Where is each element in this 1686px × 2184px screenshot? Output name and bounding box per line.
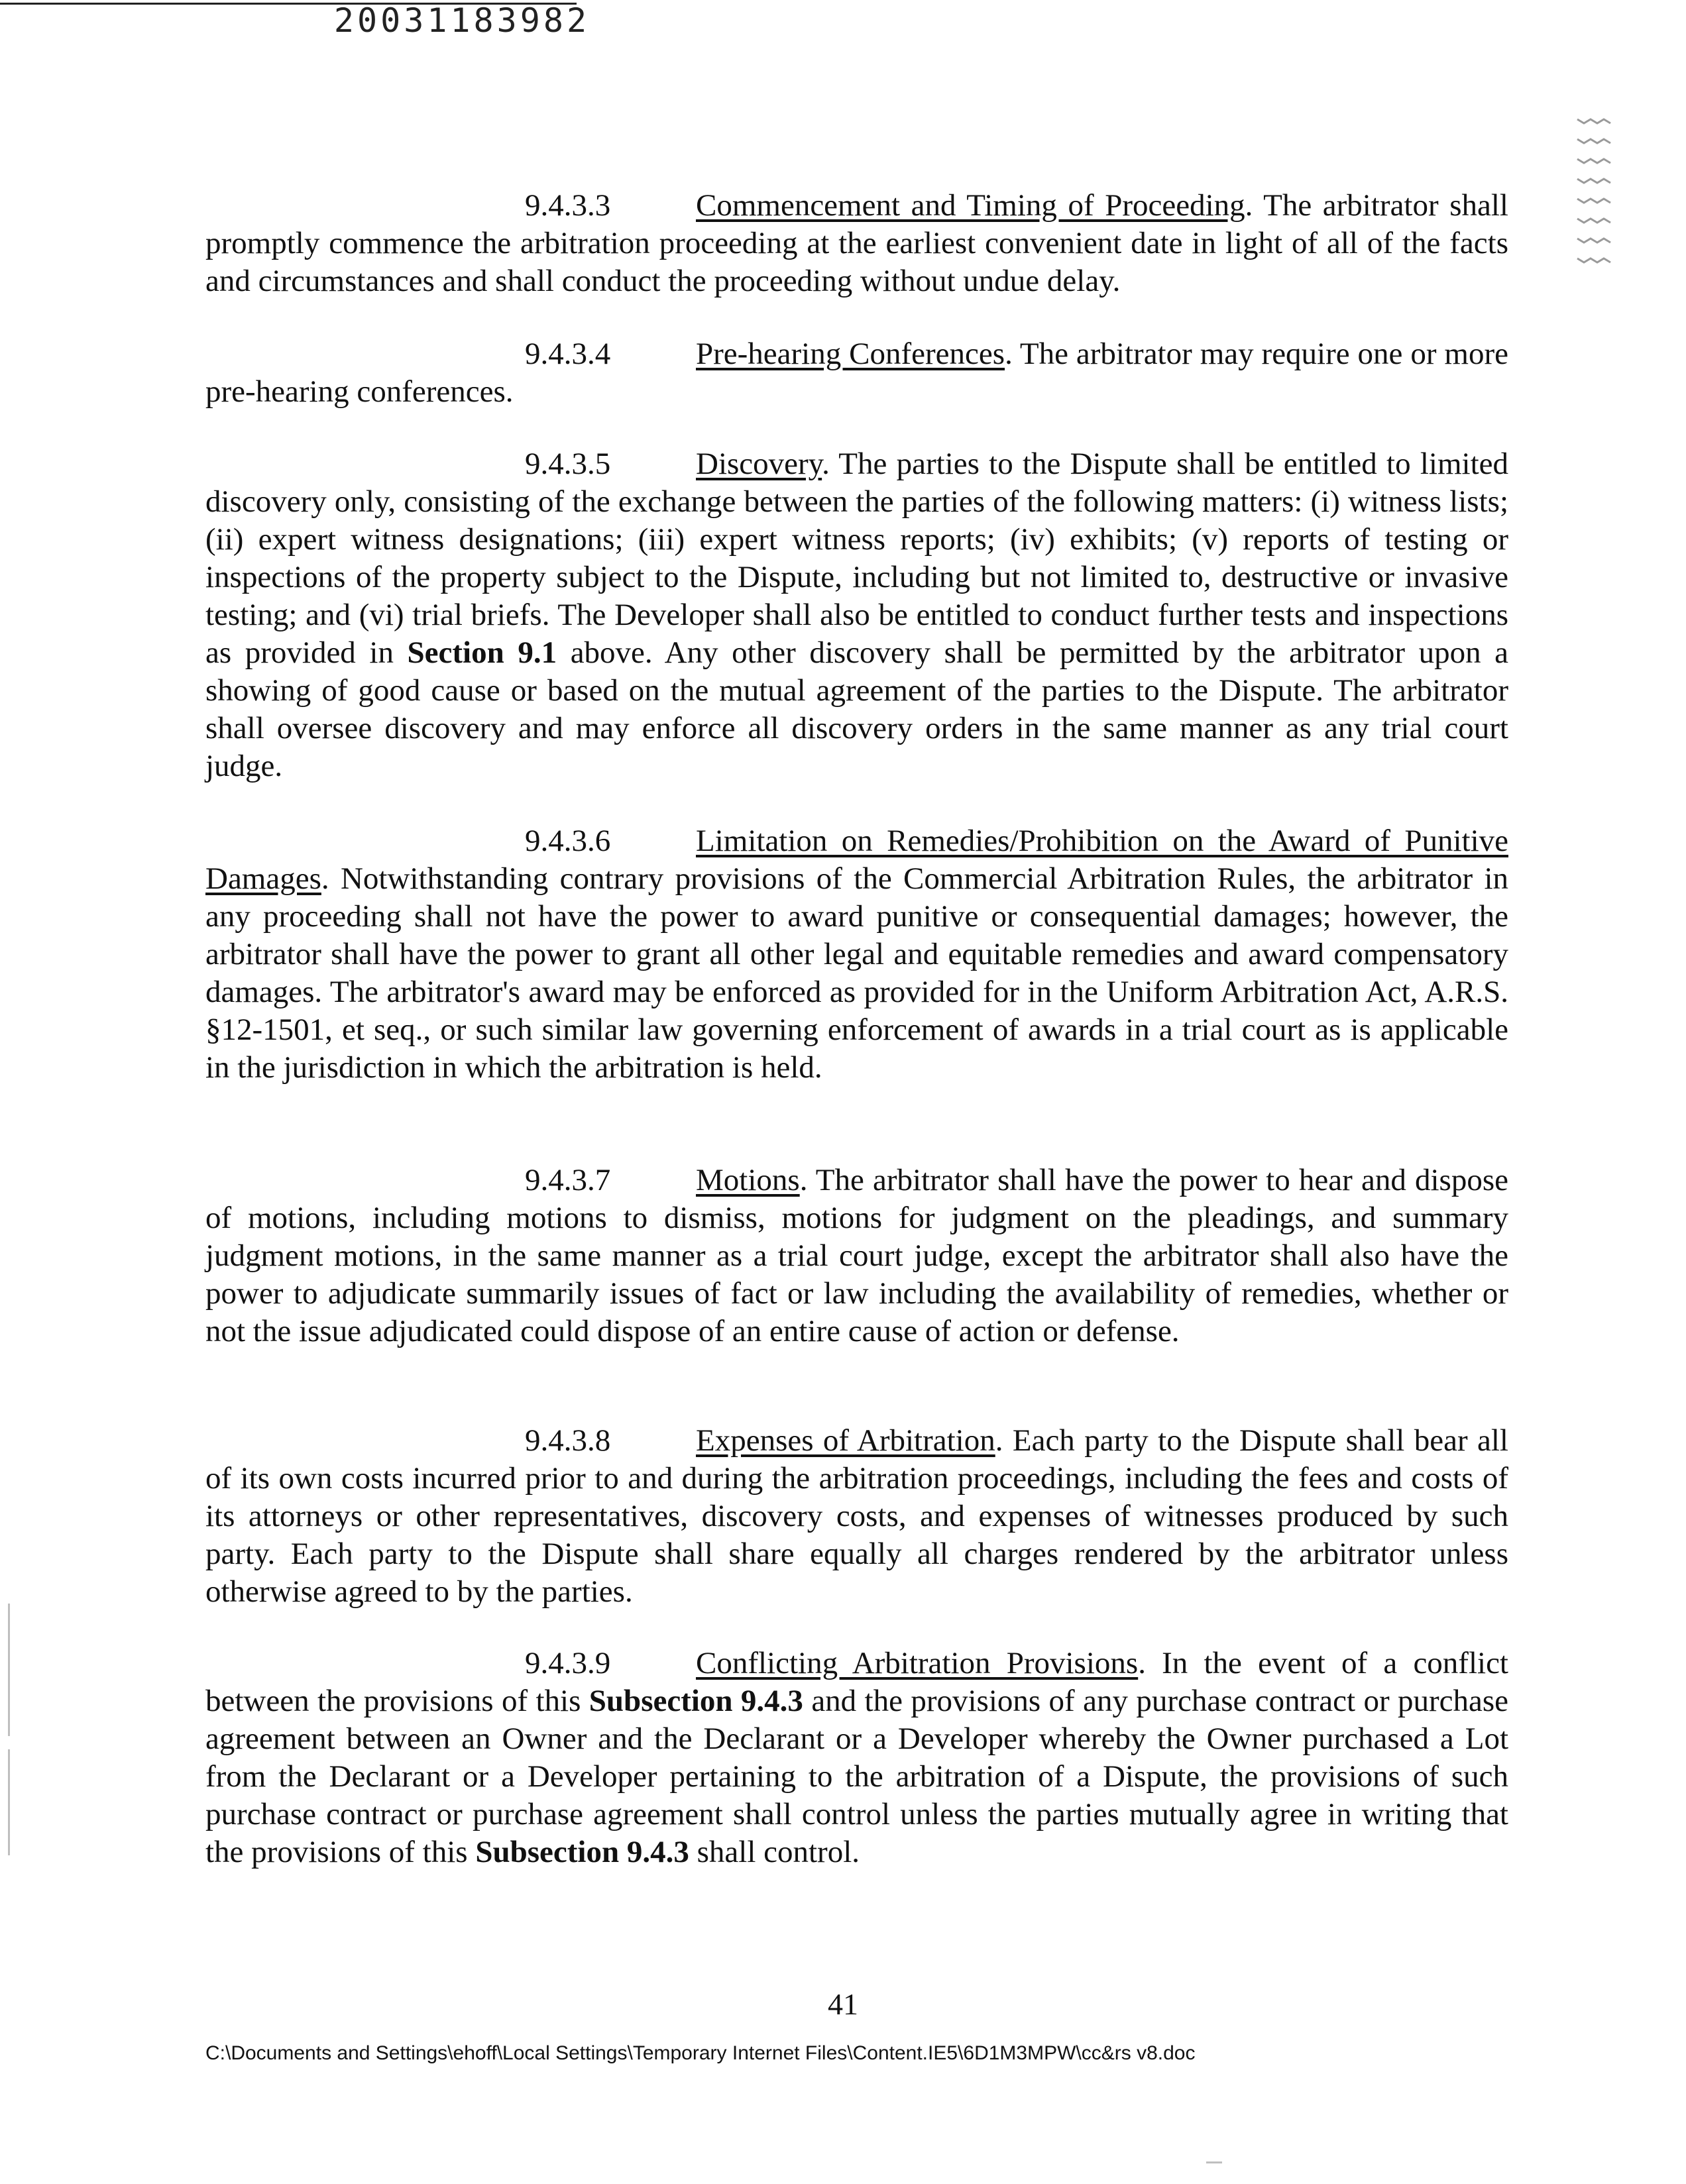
document-number: 20031183982 <box>333 1 590 40</box>
section-number: 9.4.3.6 <box>525 824 611 858</box>
subsection-reference: Subsection 9.4.3 <box>475 1835 689 1869</box>
section-title: Conflicting Arbitration Provisions <box>696 1646 1139 1680</box>
section-body-continued: and the provisions of any purchase contract or purchase agreement between an Owner and the Declarant or a Developer whereby the Owner purchased a Lot from the Declarant or a Developer pertaining to the arbitration of a Dispute, the provisions of such purchase contract or purchase agreement shall control unless the parties mutually agree in writing that the provisions of this <box>205 1684 1508 1869</box>
footer-file-path: C:\Documents and Settings\ehoff\Local Settings\Temporary Internet Files\Content.IE5\6D1M3MPW\cc&rs v8.doc <box>205 2042 1196 2064</box>
section-number: 9.4.3.8 <box>525 1423 611 1458</box>
section-9-4-3-4: 9.4.3.4 Pre-hearing Conferences. The arbitrator may require one or more pre-hearing conferences. <box>205 337 1509 409</box>
section-reference: Section 9.1 <box>407 635 557 670</box>
section-title: Pre-hearing Conferences <box>696 337 1005 371</box>
section-number: 9.4.3.3 <box>525 188 611 223</box>
section-body: The arbitrator shall promptly commence the arbitration proceeding at the earliest convenient date in light of all of the facts and circumstances and shall conduct the proceeding without undue delay. <box>205 188 1508 298</box>
section-number: 9.4.3.5 <box>525 447 611 481</box>
section-number: 9.4.3.4 <box>525 337 611 371</box>
section-number: 9.4.3.7 <box>525 1163 611 1197</box>
page-number: 41 <box>828 1987 858 2021</box>
section-9-4-3-5: 9.4.3.5 Discovery. The parties to the Dispute shall be entitled to limited discovery only, consisting of the exchange between the parties of the following matters: (i) witness lists; (ii) expert witness designations; (iii) expert witness reports; (iv) exhibits; (v) reports of testing or inspections of the property subject to the Dispute, including but not limited to, destructive or invasive testing; and (vi) trial briefs. The Developer shall also be entitled to conduct further tests and inspections as provided in Section 9.1 above. Any other discovery shall be permitted by the arbitrator upon a showing of good cause or based on the mutual agreement of the parties to the Dispute. The arbitrator shall oversee discovery and may enforce all discovery orders in the same manner as any trial court judge. <box>205 447 1509 783</box>
scan-edge-mark <box>8 1749 10 1855</box>
subsection-reference: Subsection 9.4.3 <box>589 1684 803 1718</box>
section-body: The arbitrator may require one or more pre-hearing conferences. <box>205 337 1509 409</box>
section-title: Discovery <box>696 447 822 481</box>
scan-edge-mark <box>8 1604 10 1736</box>
section-body: The arbitrator shall have the power to hear and dispose of motions, including motions to dismiss, motions for judgment on the pleadings, and summary judgment motions, in the same manner as a trial court judge, except the arbitrator shall also have the power to adjudicate summarily issues of fact or law including the availability of remedies, whether or not the issue adjudicated could dispose of an entire cause of action or defense. <box>205 1163 1509 1348</box>
section-title: Commencement and Timing of Proceeding <box>696 188 1245 223</box>
section-body: Notwithstanding contrary provisions of the Commercial Arbitration Rules, the arbitrator in any proceeding shall not have the power to award punitive or consequential damages; however, the arbitrator shall have the power to grant all other legal and equitable remedies and award compensatory damages. The arbitrator's award may be enforced as provided for in the Uniform Arbitration Act, A.R.S. §12-1501, et seq., or such similar law governing enforcement of awards in a trial court as is applicable in the jurisdiction in which the arbitration is held. <box>205 861 1509 1085</box>
section-title: Limitation on Remedies/Prohibition on the Award of Punitive Damages <box>205 824 1508 896</box>
section-body: The parties to the Dispute shall be entitled to limited discovery only, consisting of the exchange between the parties of the following matters: (i) witness lists; (ii) expert witness designations; (iii) expert witness reports; (iv) exhibits; (v) reports of testing or inspections of the property subject to the Dispute, including but not limited to, destructive or invasive testing; and (vi) trial briefs. The Developer shall also be entitled to conduct further tests and inspections as provided in <box>205 447 1508 670</box>
section-9-4-3-6: 9.4.3.6 Limitation on Remedies/Prohibition on the Award of Punitive Damages. Notwithstanding contrary provisions of the Commercial Arbitration Rules, the arbitrator in any proceeding shall not have the power to award punitive or consequential damages; however, the arbitrator shall have the power to grant all other legal and equitable remedies and award compensatory damages. The arbitrator's award may be enforced as provided for in the Uniform Arbitration Act, A.R.S. §12-1501, et seq., or such similar law governing enforcement of awards in a trial court as is applicable in the jurisdiction in which the arbitration is held. <box>205 824 1509 1085</box>
section-number: 9.4.3.9 <box>525 1646 611 1680</box>
section-body-end: shall control. <box>697 1835 860 1869</box>
section-title: Motions <box>696 1163 800 1197</box>
section-9-4-3-9: 9.4.3.9 Conflicting Arbitration Provisions. In the event of a conflict between the provisions of this Subsection 9.4.3 and the provisions of any purchase contract or purchase agreement between an Owner and the Declarant or a Developer whereby the Owner purchased a Lot from the Declarant or a Developer pertaining to the arbitration of a Dispute, the provisions of such purchase contract or purchase agreement shall control unless the parties mutually agree in writing that the provisions of this Subsection 9.4.3 shall control. <box>205 1646 1508 1869</box>
section-body-continued: above. Any other discovery shall be permitted by the arbitrator upon a showing of good cause or based on the mutual agreement of the parties to the Dispute. The arbitrator shall oversee discovery and may enforce all discovery orders in the same manner as any trial court judge. <box>205 635 1509 783</box>
section-body: Each party to the Dispute shall bear all of its own costs incurred prior to and during the arbitration proceedings, including the fees and costs of its attorneys or other representatives, discovery costs, and expenses of witnesses produced by such party. Each party to the Dispute shall share equally all charges rendered by the arbitrator unless otherwise agreed to by the parties. <box>205 1423 1508 1609</box>
margin-stamp-graphic <box>1571 113 1624 285</box>
section-title: Expenses of Arbitration <box>696 1423 995 1458</box>
section-9-4-3-7: 9.4.3.7 Motions. The arbitrator shall have the power to hear and dispose of motions, including motions to dismiss, motions for judgment on the pleadings, and summary judgment motions, in the same manner as a trial court judge, except the arbitrator shall also have the power to adjudicate summarily issues of fact or law including the availability of remedies, whether or not the issue adjudicated could dispose of an entire cause of action or defense. <box>205 1163 1509 1348</box>
section-body: In the event of a conflict between the provisions of this <box>205 1646 1508 1718</box>
section-9-4-3-3: 9.4.3.3 Commencement and Timing of Proceeding. The arbitrator shall promptly commence the arbitration proceeding at the earliest convenient date in light of all of the facts and circumstances and shall conduct the proceeding without undue delay. <box>205 188 1508 298</box>
section-9-4-3-8: 9.4.3.8 Expenses of Arbitration. Each party to the Dispute shall bear all of its own costs incurred prior to and during the arbitration proceedings, including the fees and costs of its attorneys or other representatives, discovery costs, and expenses of witnesses produced by such party. Each party to the Dispute shall share equally all charges rendered by the arbitrator unless otherwise agreed to by the parties. <box>205 1423 1508 1609</box>
scan-edge-mark <box>1206 2161 1222 2163</box>
